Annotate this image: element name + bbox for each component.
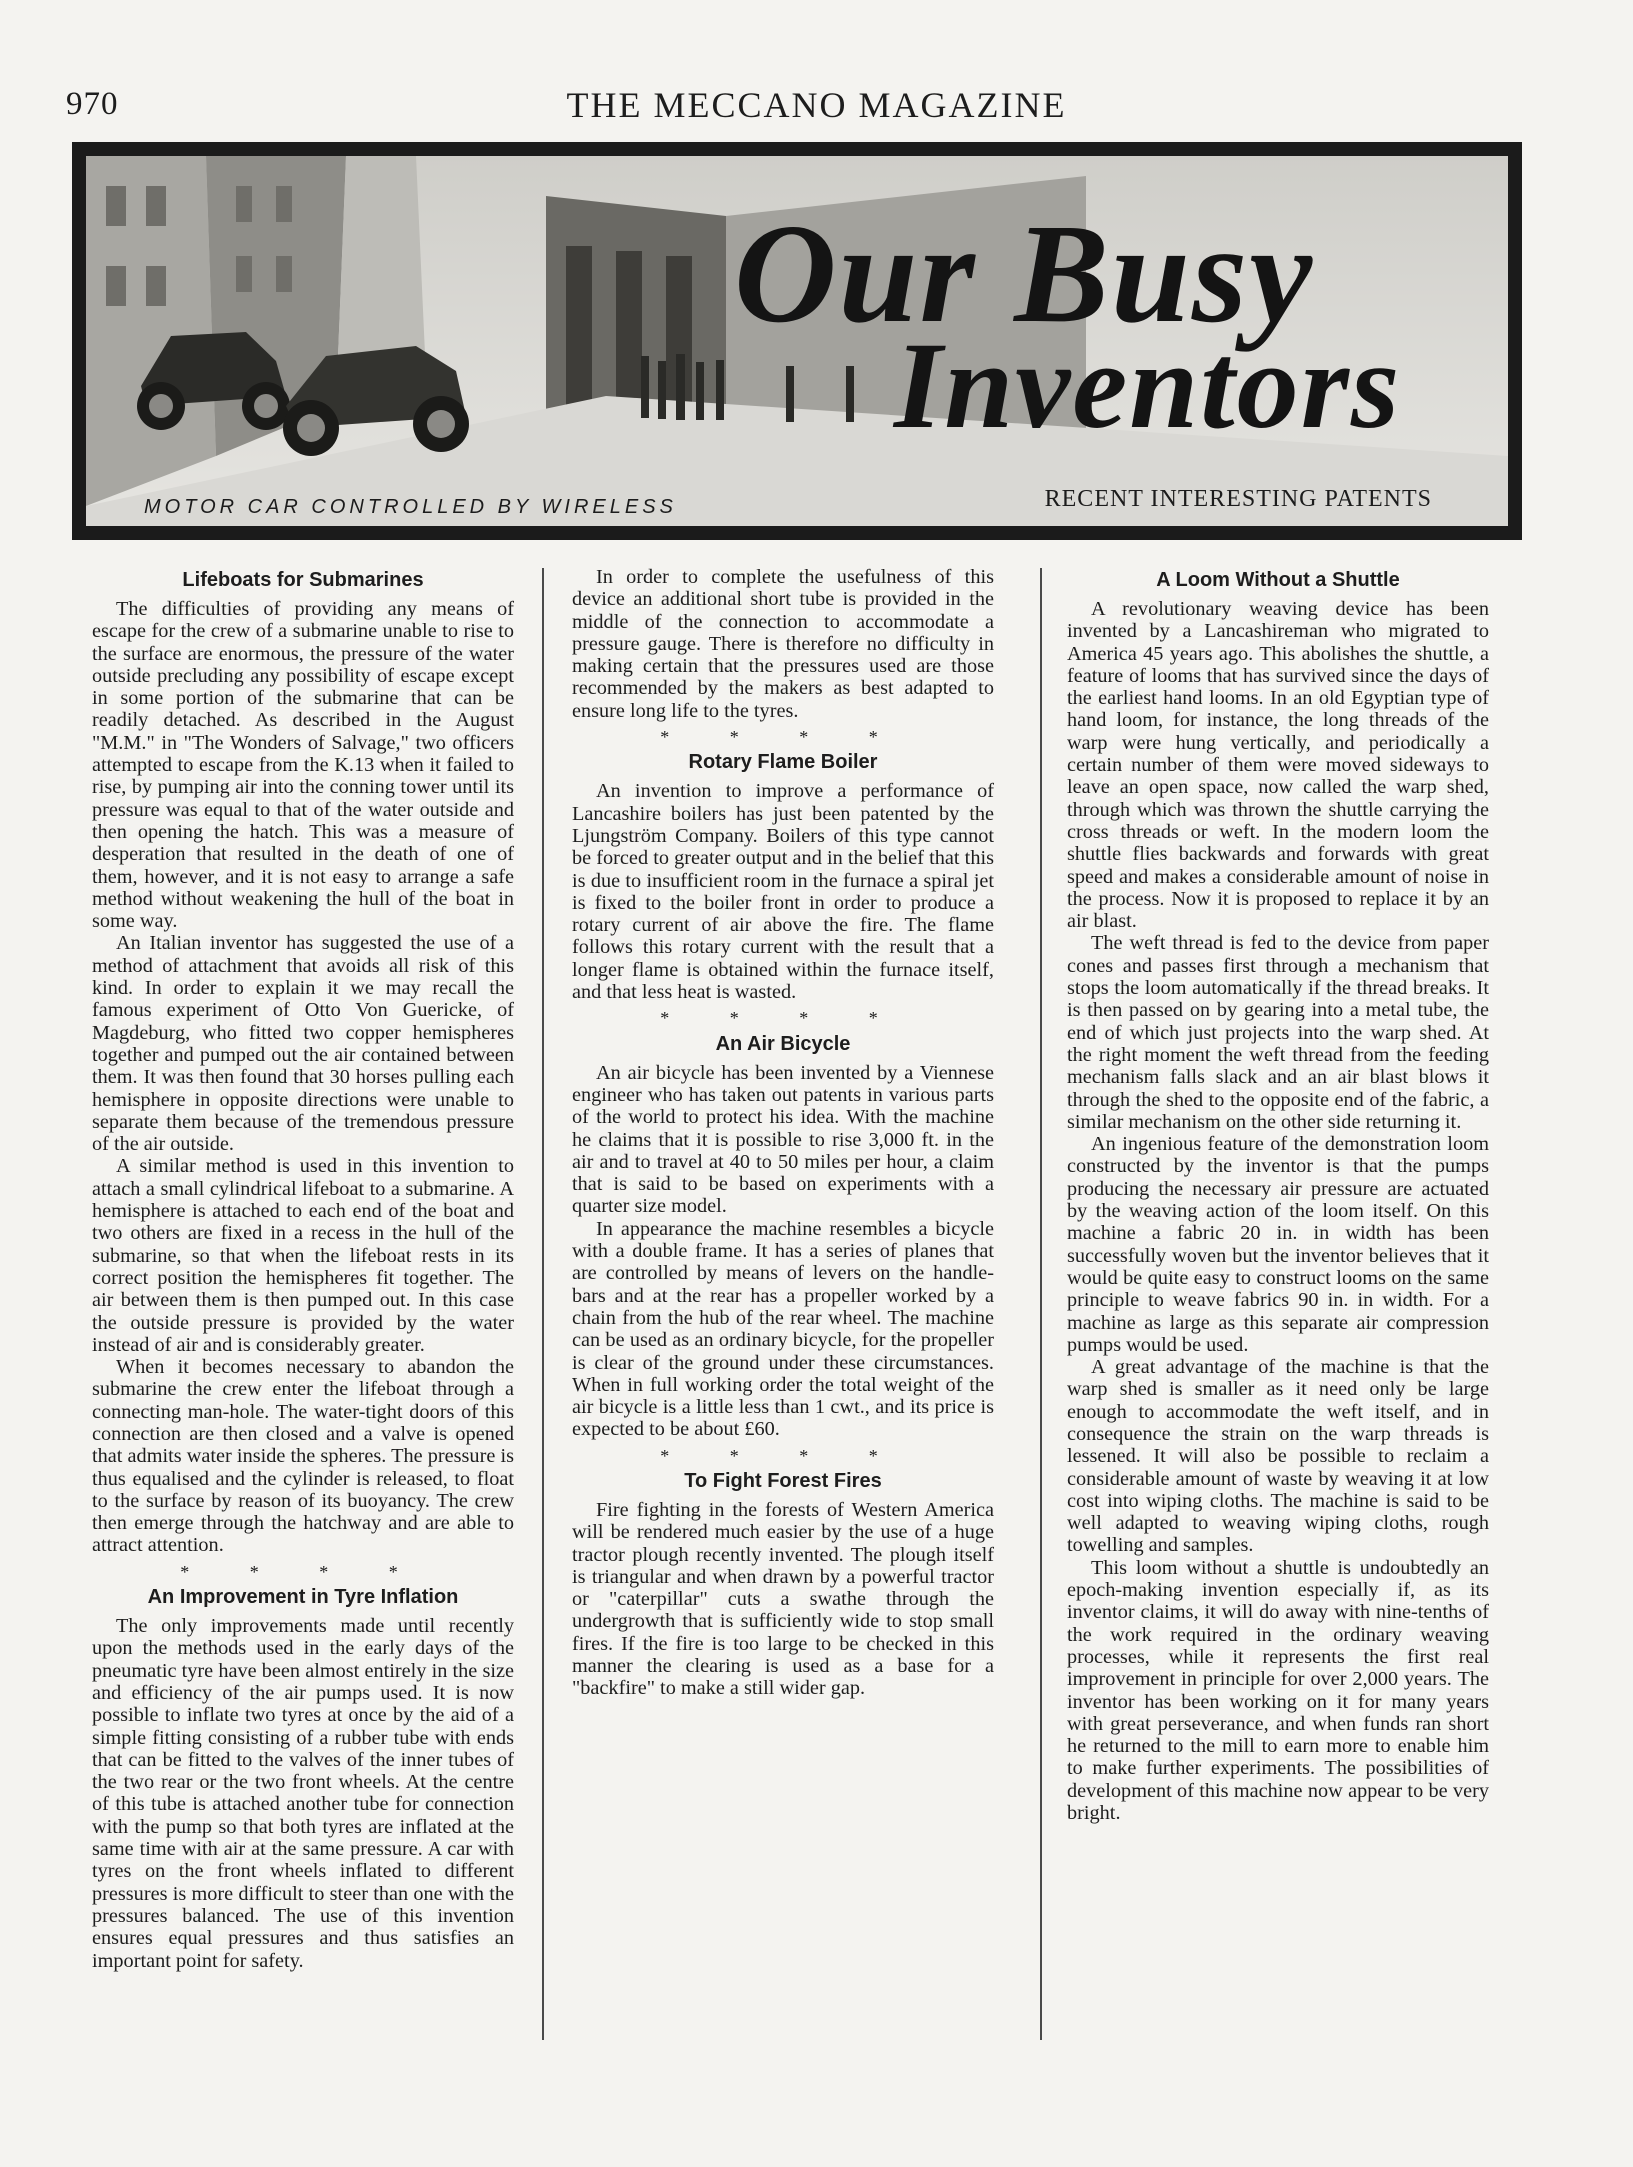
section-separator: * * * *: [660, 1008, 906, 1029]
article-paragraph: The difficulties of providing any means of escape for the crew of a submarine unable to rise to the surface are enormous, the pressure of the water outside precluding any possibility of escape except in some portion of the submarine that can be readily detached. As described in the August "M.M." in "The Wonders of Salvage," two officers attempted to escape from the K.13 when it failed to rise, by pumping air into the conning tower until its pressure was equal to that of the water outside and then opening the hatch. This was a measure of desperation that resulted in the death of one of them, however, and it is not easy to arrange a safe method without weakening the hull of the boat in some way.: [92, 598, 514, 933]
section-separator: * * * *: [660, 1445, 906, 1466]
banner-left-caption: MOTOR CAR CONTROLLED BY WIRELESS: [144, 496, 677, 518]
article-heading-lifeboats: Lifeboats for Submarines: [182, 569, 424, 591]
section-separator: * * * *: [180, 1561, 426, 1582]
article-paragraph: An air bicycle has been invented by a Viennese engineer who has taken out patents in various parts of the world to protect his idea. With the machine he claims that it is possible to rise 3,000 ft. in the air and to travel at 40 to 50 miles per hour, a claim that is said to be based on experiments with a quarter size model.: [572, 1061, 994, 1218]
article-paragraph: This loom without a shuttle is undoubtedly an epoch-making invention especially if, as its inventor claims, it will do away with nine-tenths of the work required in the ordinary weaving processes, while it represents the first real improvement in principle for over 2,000 years. The inventor has been working on it for many years with great perseverance, and when funds ran short he returned to the mill to earn more to enable him to make further experiments. The possibilities of development of this machine now appear to be very bright.: [1067, 1556, 1489, 1825]
column-divider: [1040, 568, 1042, 2040]
section-separator: * * * *: [660, 727, 906, 748]
article-paragraph: In appearance the machine resembles a bicycle with a double frame. It has a series of planes that are controlled by means of levers on the handle-bars and at the rear has a propeller worked by a chain from the hub of the rear wheel. The machine can be used as an ordinary bicycle, for the propeller is clear of the ground under these circumstances. When in full working order the total weight of the air bicycle is a little less than 1 cwt., and its price is expected to be about £60.: [572, 1217, 994, 1441]
article-paragraph: The weft thread is fed to the device from paper cones and passes first through a mechanism that stops the loom automatically if the thread breaks. It is then passed on by gearing into a metal tube, the end of which just projects into the warp shed. At the right moment the weft thread from the feeding mechanism falls slack and an air blast blows it through the shed to the opposite end of the fabric, a similar mechanism on the other side returning it.: [1067, 932, 1489, 1133]
article-heading-loom: A Loom Without a Shuttle: [1156, 569, 1400, 591]
article-paragraph: An ingenious feature of the demonstration loom constructed by the inventor is that the pumps producing the necessary air pressure are actuated by the weaving action of the loom itself. On this machine a fabric 20 in. in width has been successfully woven but the inventor believes that it would be quite easy to construct looms on the same principle to weave fabrics 90 in. in width. For a machine as large as this separate air compression pumps would be used.: [1067, 1133, 1489, 1356]
column-divider: [542, 568, 544, 2040]
article-paragraph: Fire fighting in the forests of Western America will be rendered much easier by the use of a huge tractor plough recently invented. The plough itself is triangular and when drawn by a powerful tractor or "caterpillar" cuts a swathe through the undergrowth that is sufficiently wide to stop small fires. If the fire is too large to be checked in this manner the clearing is used as a base for a "backfire" to make a still wider gap.: [572, 1498, 994, 1700]
article-paragraph: The only improvements made until recently upon the methods used in the early days of the pneumatic tyre have been almost entirely in the size and efficiency of the air pumps used. It is now possible to inflate two tyres at once by the aid of a simple fitting consisting of a rubber tube with ends that can be fitted to the valves of the inner tubes of the two rear or the two front wheels. At the centre of this tube is attached another tube for connection with the pump so that both tyres are inflated at the same time with air at the same pressure. A car with tyres on the front wheels inflated to different pressures is more difficult to steer than one with the pressures balanced. The use of this invention ensures equal pressures and thus satisfies an important point for safety.: [92, 1615, 514, 1972]
magazine-title: THE MECCANO MAGAZINE: [566, 85, 1067, 125]
article-paragraph: A great advantage of the machine is that the warp shed is smaller as it need only be large enough to accommodate the weft itself, and in consequence the strain on the warp threads is lessened. It will also be possible to reclaim a considerable amount of waste by weaving it at low cost into wiping cloths. The machine is said to be well adapted to weaving wiping cloths, rough towelling and samples.: [1067, 1356, 1489, 1557]
article-paragraph: A revolutionary weaving device has been invented by a Lancashireman who migrated to America 45 years ago. This abolishes the shuttle, a feature of looms that has survived since the days of the earliest hand looms. In an old Egyptian type of hand loom, for instance, the long threads of the warp were hung vertically, and periodically a certain number of them were moved sideways to leave an open space, now called the warp shed, through which was thrown the shuttle carrying the cross threads or weft. In the modern loom the shuttle flies backwards and forwards with great speed and makes a considerable amount of noise in the process. Now it is proposed to replace it by an air blast.: [1067, 598, 1489, 933]
column-3: [1067, 566, 1489, 1824]
header-banner-illustration: [72, 142, 1522, 540]
banner-title-line-1: Our Busy: [734, 194, 1315, 352]
article-paragraph: An invention to improve a performance of Lancashire boilers has just been patented by the Ljungström Company. Boilers of this type cannot be forced to greater output and in the belief that this is due to insufficient room in the furnace a spiral jet is fixed to the boiler front in order to produce a rotary current of air above the fire. The flame follows this rotary current with the result that a longer flame is obtained within the furnace itself, and that less heat is wasted.: [572, 780, 994, 1004]
article-paragraph: In order to complete the usefulness of this device an additional short tube is provided in the middle of the connection to accommodate a pressure gauge. There is therefore no difficulty in making certain that the pressures used are those recommended by the makers as best adapted to ensure long life to the tyres.: [572, 566, 994, 722]
banner-title-line-2: Inventors: [894, 317, 1402, 454]
banner-right-caption: RECENT INTERESTING PATENTS: [1044, 486, 1432, 512]
column-2: [572, 566, 994, 1700]
article-heading-bicycle: An Air Bicycle: [715, 1032, 851, 1055]
article-heading-fires: To Fight Forest Fires: [684, 1469, 882, 1492]
article-paragraph: When it becomes necessary to abandon the submarine the crew enter the lifeboat through a connecting man-hole. The water-tight doors of this connection are then closed and a valve is opened that admits water inside the spheres. The pressure is thus equalised and the cylinder is released, to float to the surface by reason of its buoyancy. The crew then emerge through the hatchway and are able to attract attention.: [92, 1356, 514, 1557]
page-number: 970: [66, 86, 119, 122]
article-heading-tyre: An Improvement in Tyre Inflation: [147, 1586, 459, 1609]
article-heading-boiler: Rotary Flame Boiler: [688, 751, 878, 774]
column-1: [92, 566, 514, 1972]
article-paragraph: A similar method is used in this invention to attach a small cylindrical lifeboat to a submarine. A hemisphere is attached to each end of the boat and two others are fixed in a recess in the hull of the submarine, so that when the lifeboat rests in its correct position the hemispheres fit together. The air between them is then pumped out. In this case the outside pressure is provided by the water instead of air and is considerably greater.: [92, 1155, 514, 1356]
article-paragraph: An Italian inventor has suggested the use of a method of attachment that avoids all risk of this kind. In order to explain it we may recall the famous experiment of Otto Von Guericke, of Magdeburg, who fitted two copper hemispheres together and pumped out the air contained between them. It was then found that 30 horses pulling each hemisphere in opposite directions were unable to separate them because of the tremendous pressure of the air outside.: [92, 932, 514, 1156]
